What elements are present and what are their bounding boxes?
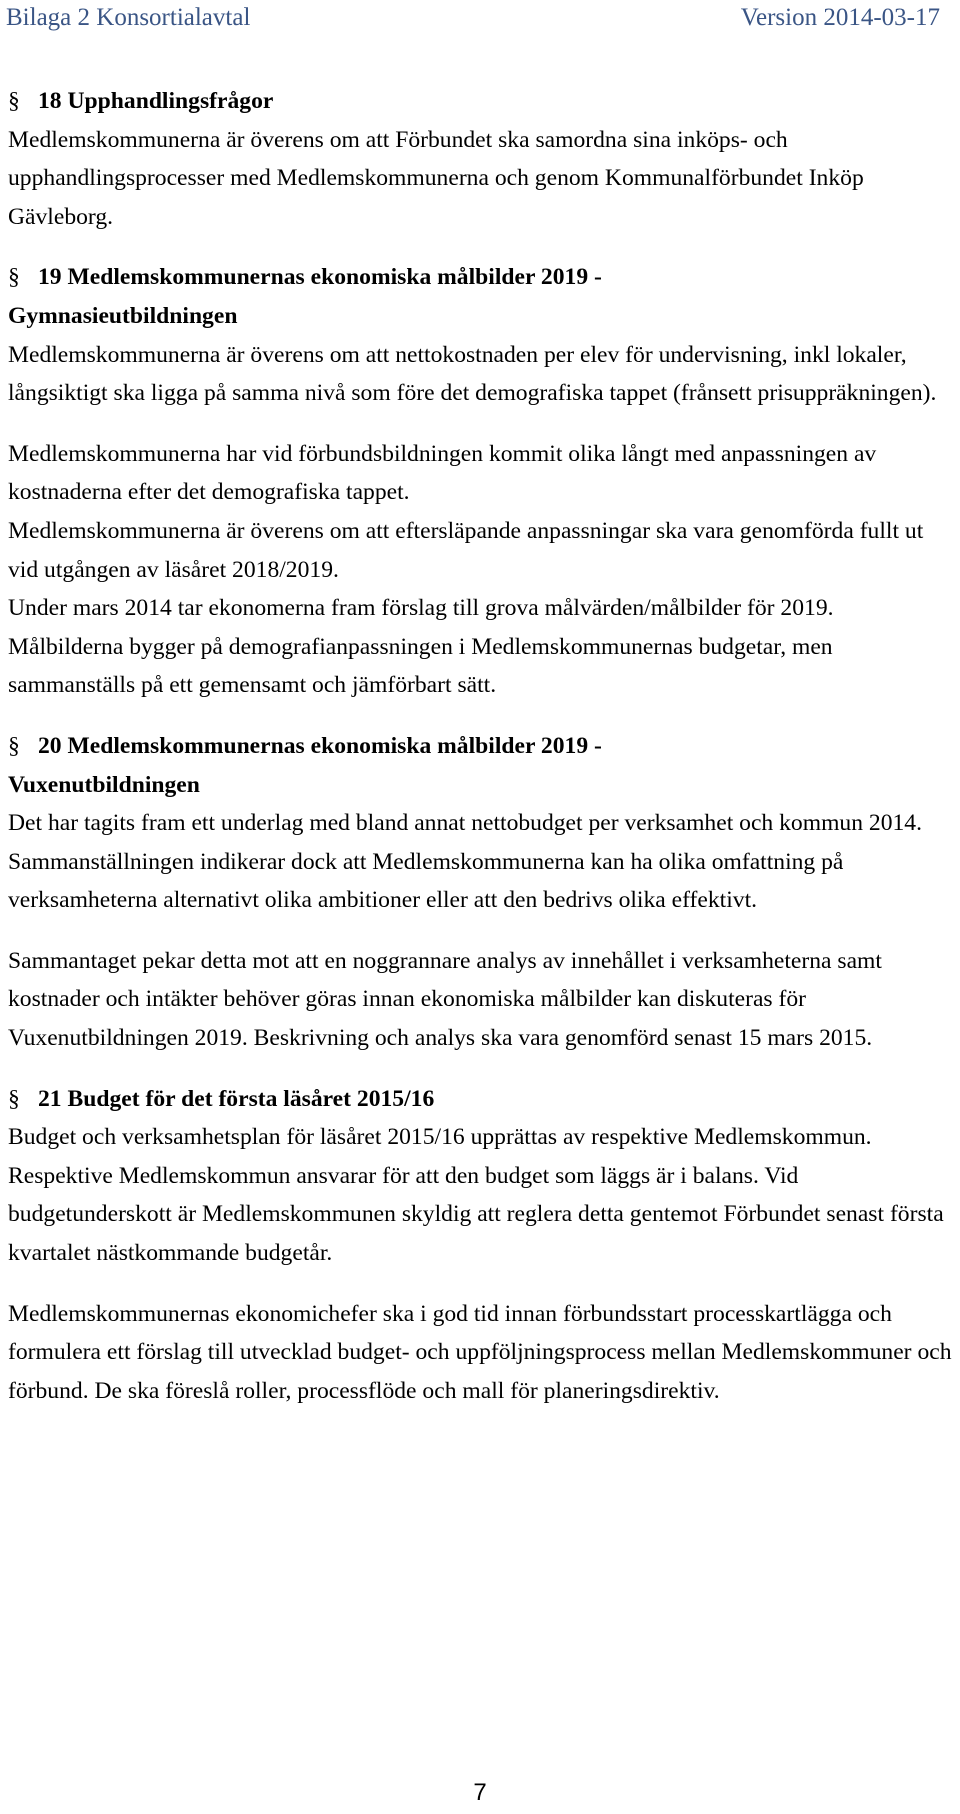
section-18 xyxy=(8,82,953,236)
paragraph: Sammantaget pekar detta mot att en noggrannare analys av innehållet i verksamheterna samt kostnader och intäkter behöver göras innan ekonomiska målbilder kan diskuteras för Vuxenutbildningen 2019. Beskrivning och analys ska vara genomförd senast 15 mars 2015. xyxy=(8,947,882,1052)
section-21 xyxy=(8,1080,953,1411)
section-19 xyxy=(8,258,953,705)
section-heading-line: Vuxenutbildningen xyxy=(8,771,200,798)
section-heading-line: 20 Medlemskommunernas ekonomiska målbilder 2019 - xyxy=(38,732,602,759)
section-heading-line: 18 Upphandlingsfrågor xyxy=(38,88,274,114)
paragraph: Budget och verksamhetsplan för läsåret 2015/16 upprättas av respektive Medlemskommun. Respektive Medlemskommun ansvarar för att den budget som läggs är i balans. Vid budgetunderskott är Medlemskommunen skyldig att reglera detta gentemot Förbundet senast första kvartalet nästkommande budgetår. xyxy=(8,1124,944,1267)
section-heading-line: 19 Medlemskommunernas ekonomiska målbilder 2019 - xyxy=(38,264,602,291)
paragraph: Medlemskommunerna är överens om att Förbundet ska samordna sina inköps- och upphandlingsprocesser med Medlemskommunerna och genom Kommunalförbundet Inköp Gävleborg. xyxy=(8,126,864,230)
section-heading-line: Gymnasieutbildningen xyxy=(8,302,238,329)
section-heading-line: 21 Budget för det första läsåret 2015/16 xyxy=(38,1085,435,1112)
header-title: Bilaga 2 Konsortialavtal xyxy=(6,4,251,31)
section-symbol: § xyxy=(8,264,20,291)
section-symbol: § xyxy=(8,1085,20,1112)
document-body xyxy=(8,82,953,1410)
paragraph: Medlemskommunerna har vid förbundsbildningen kommit olika långt med anpassningen av kostnaderna efter det demografiska tappet. xyxy=(8,440,877,506)
page-number: 7 xyxy=(473,1779,487,1806)
section-heading xyxy=(8,258,953,335)
section-symbol: § xyxy=(8,88,20,114)
header-version: Version 2014-03-17 xyxy=(740,4,940,31)
paragraph: Under mars 2014 tar ekonomerna fram förslag till grova målvärden/målbilder för 2019. Målbilderna bygger på demografianpassningen i Medlemskommunernas budgetar, men sammanställs på ett gemensamt och jämförbart sätt. xyxy=(8,595,834,699)
section-heading xyxy=(8,727,953,804)
paragraph: Medlemskommunerna är överens om att nettokostnaden per elev för undervisning, inkl lokaler, långsiktigt ska ligga på samma nivå som före det demografiska tappet (frånsett prisuppräkningen). xyxy=(8,341,937,407)
section-20 xyxy=(8,727,953,1058)
section-symbol: § xyxy=(8,732,20,759)
section-heading xyxy=(8,1080,953,1119)
paragraph: Det har tagits fram ett underlag med bland annat nettobudget per verksamhet och kommun 2014. Sammanställningen indikerar dock att Medlemskommunerna kan ha olika omfattning på verksamheterna alternativt olika ambitioner eller att den bedrivs olika effektivt. xyxy=(8,810,922,914)
paragraph: Medlemskommunerna är överens om att eftersläpande anpassningar ska vara genomförda fullt ut vid utgången av läsåret 2018/2019. xyxy=(8,517,924,583)
section-heading xyxy=(8,82,953,121)
paragraph: Medlemskommunernas ekonomichefer ska i god tid innan förbundsstart processkartlägga och formulera ett förslag till utvecklad budget- och uppföljningsprocess mellan Medlemskommuner och förbund. De ska föreslå roller, processflöde och mall för planeringsdirektiv. xyxy=(8,1300,952,1404)
